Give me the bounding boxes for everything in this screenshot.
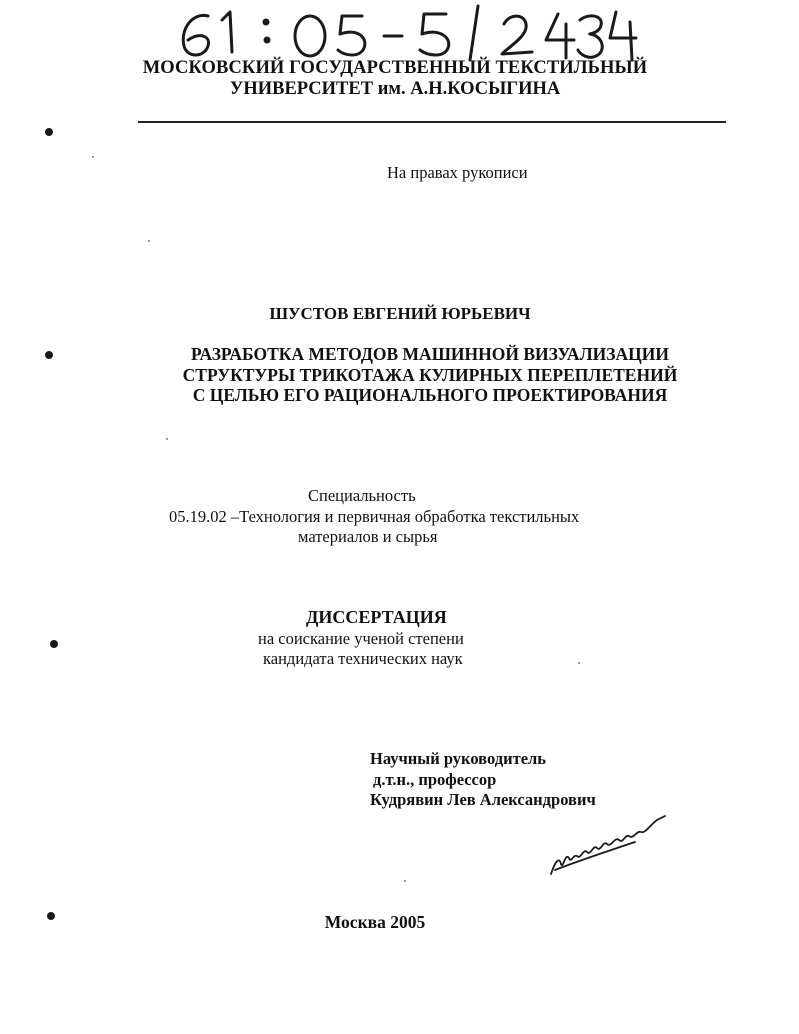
scan-speck bbox=[148, 240, 150, 242]
supervisor-label: Научный руководитель bbox=[370, 749, 546, 768]
scan-speck bbox=[404, 880, 406, 882]
degree-line-2: кандидата технических наук bbox=[263, 649, 463, 668]
scan-speck bbox=[166, 438, 168, 440]
supervisor-signature bbox=[545, 812, 675, 882]
specialty-code-line-1: 05.19.02 –Технология и первичная обработка текстильных bbox=[169, 507, 580, 526]
binding-hole-mark bbox=[45, 351, 53, 359]
manuscript-rights-note: На правах рукописи bbox=[387, 163, 528, 182]
supervisor-rank: д.т.н., профессор bbox=[373, 770, 497, 789]
university-name-line-1: МОСКОВСКИЙ ГОСУДАРСТВЕННЫЙ ТЕКСТИЛЬНЫЙ bbox=[142, 58, 648, 78]
binding-hole-mark bbox=[50, 640, 58, 648]
binding-hole-mark bbox=[45, 128, 53, 136]
author-name: ШУСТОВ ЕВГЕНИЙ ЮРЬЕВИЧ bbox=[269, 304, 531, 323]
university-name-line-2: УНИВЕРСИТЕТ им. А.Н.КОСЫГИНА bbox=[229, 79, 561, 99]
handwritten-archive-number bbox=[170, 2, 640, 64]
supervisor-name: Кудрявин Лев Александрович bbox=[370, 790, 596, 809]
specialty-label: Специальность bbox=[308, 486, 416, 505]
specialty-code-line-2: материалов и сырья bbox=[298, 527, 438, 546]
degree-line-1: на соискание ученой степени bbox=[258, 629, 464, 648]
city-and-year: Москва 2005 bbox=[324, 912, 426, 932]
document-type: ДИССЕРТАЦИЯ bbox=[306, 607, 447, 627]
scan-speck bbox=[92, 156, 94, 158]
thesis-title-line-1: РАЗРАБОТКА МЕТОДОВ МАШИННОЙ ВИЗУАЛИЗАЦИИ bbox=[191, 344, 669, 364]
header-divider bbox=[138, 121, 726, 123]
thesis-title-line-3: С ЦЕЛЬЮ ЕГО РАЦИОНАЛЬНОГО ПРОЕКТИРОВАНИЯ bbox=[192, 385, 668, 405]
binding-hole-mark bbox=[47, 912, 55, 920]
thesis-title-line-2: СТРУКТУРЫ ТРИКОТАЖА КУЛИРНЫХ ПЕРЕПЛЕТЕНИЙ bbox=[182, 365, 678, 385]
scan-speck bbox=[578, 662, 580, 664]
